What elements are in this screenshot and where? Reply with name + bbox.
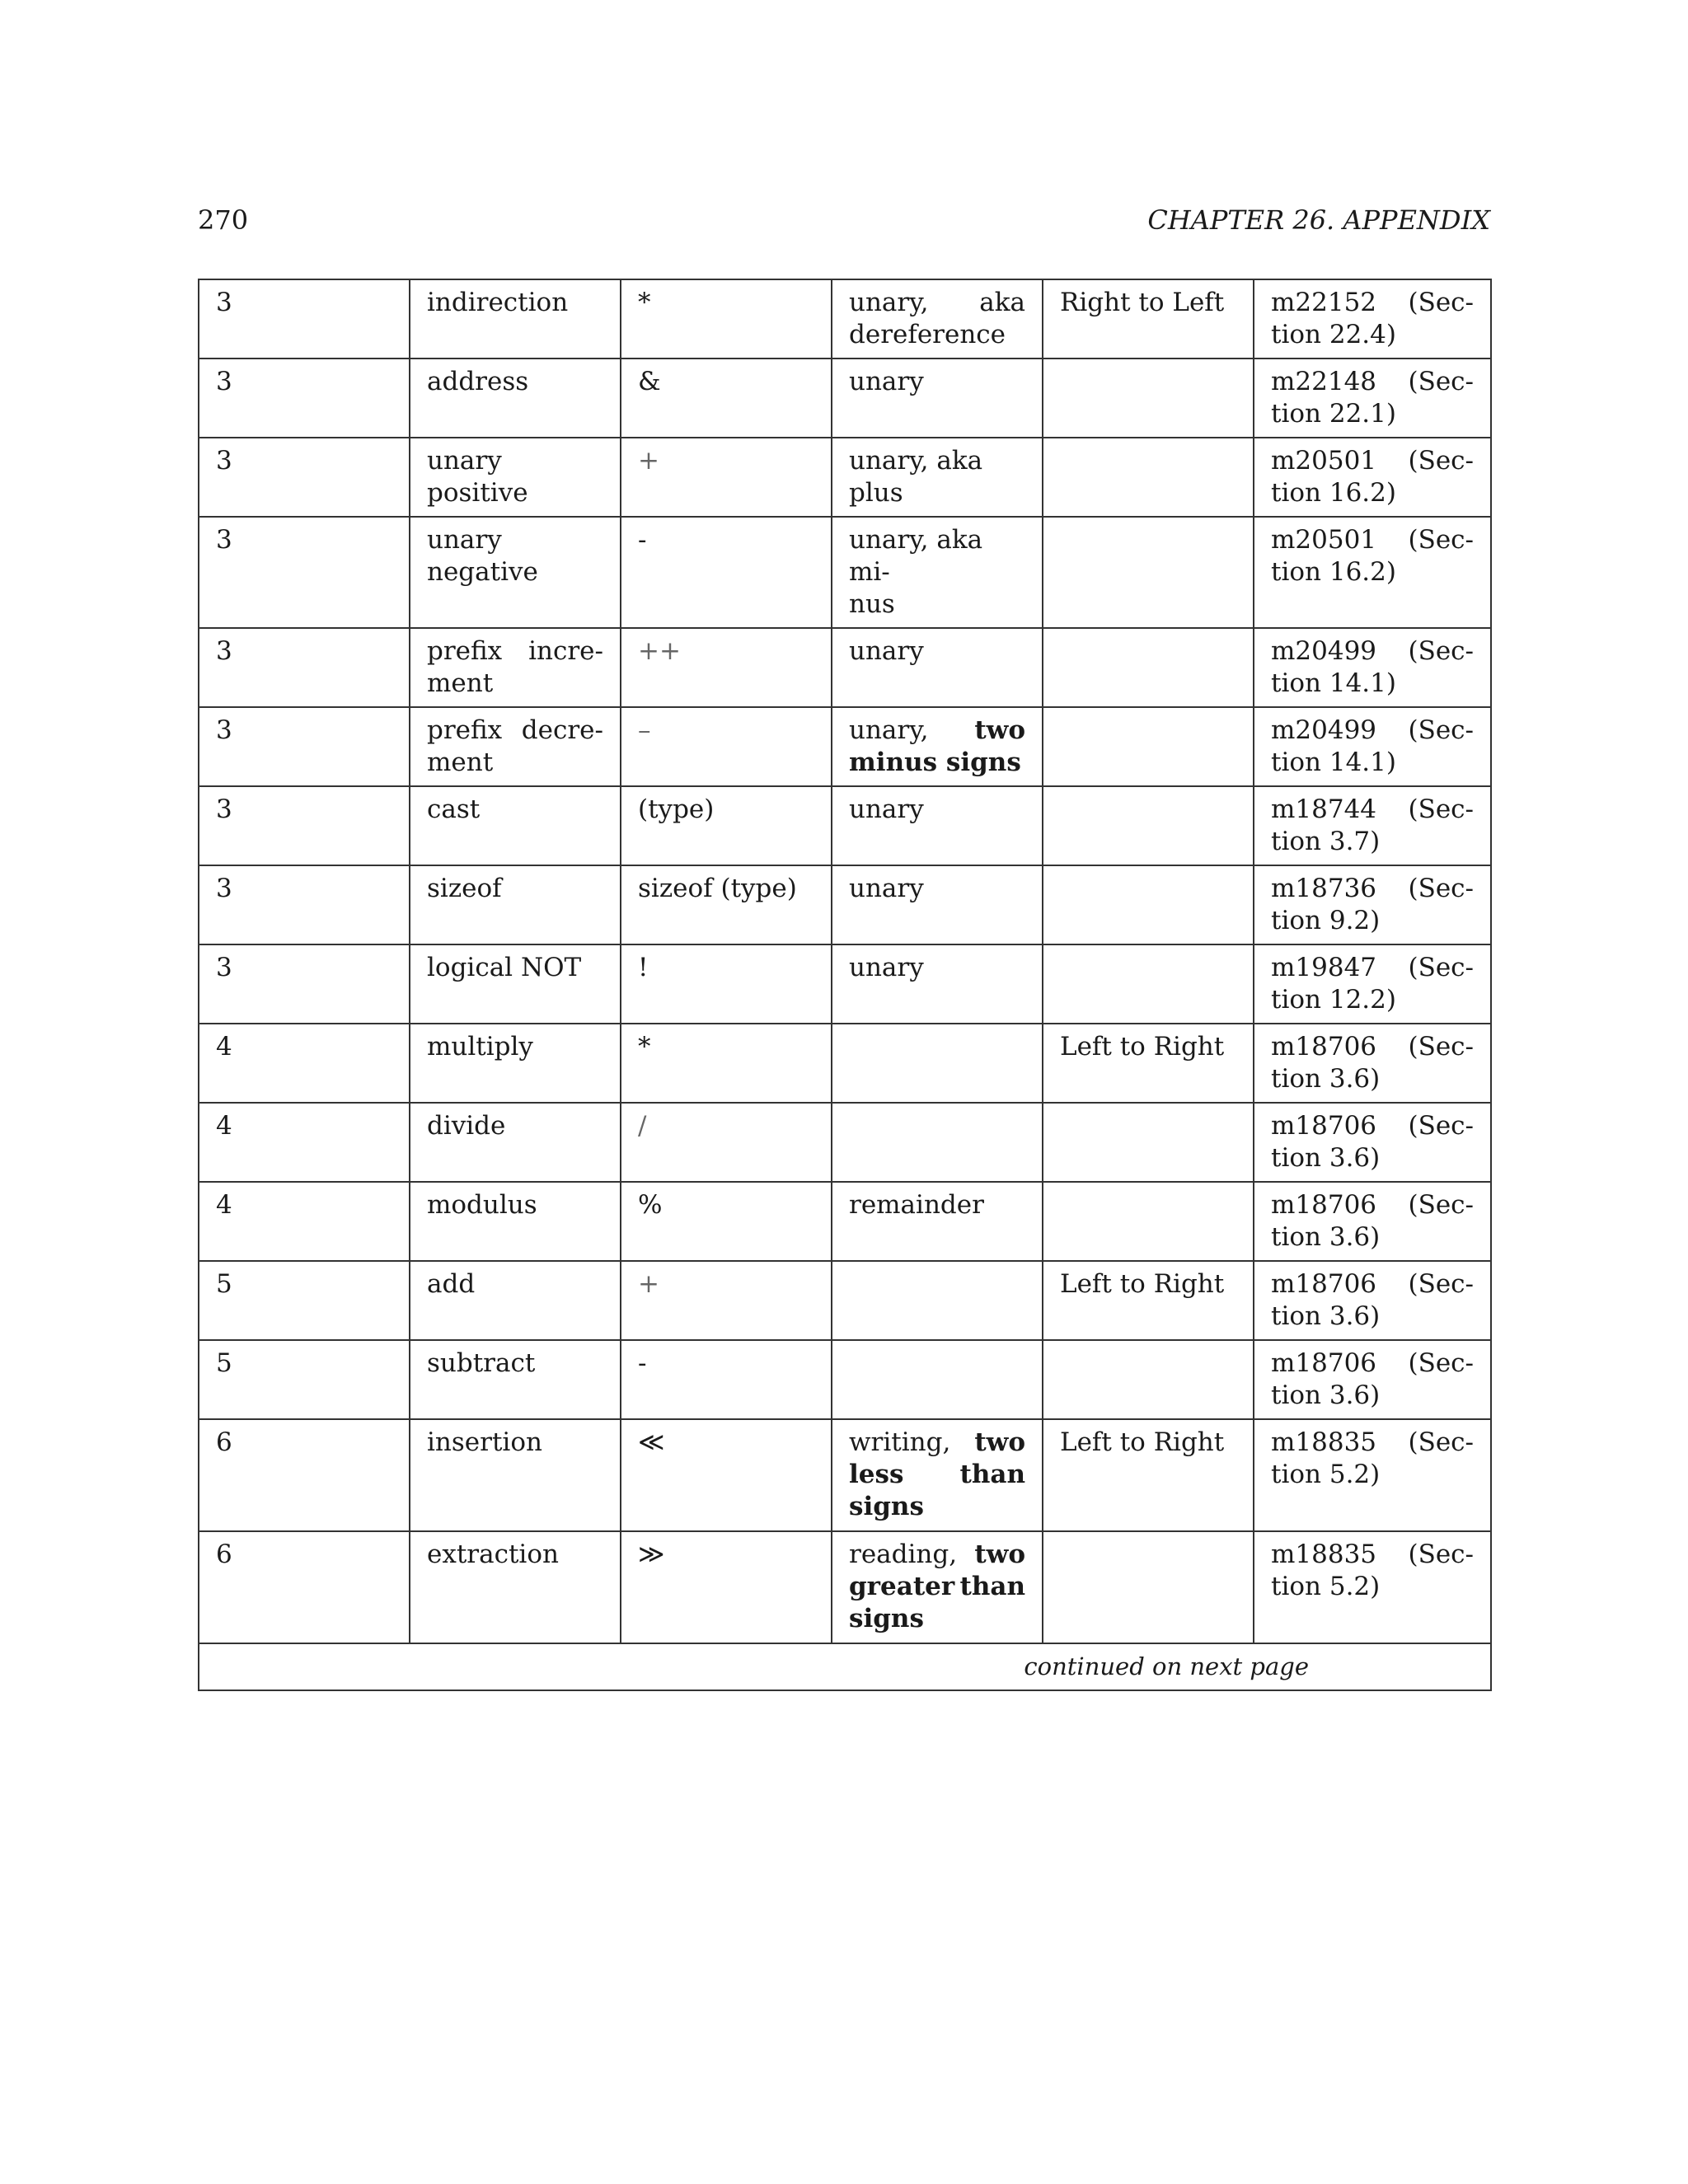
operator-name-cell: cast (410, 786, 621, 865)
table-row (199, 865, 1491, 944)
operator-name-cell: address (410, 359, 621, 438)
note-part: unary, aka mi- (849, 525, 983, 587)
ref-part: m18706 (1271, 1111, 1377, 1141)
symbol-cell: * (621, 279, 832, 359)
note-cell: remainder (832, 1182, 1043, 1261)
associativity-cell (1043, 628, 1254, 707)
note-cell (832, 1103, 1043, 1182)
note-part: reading, (849, 1540, 958, 1569)
operator-name-cell (410, 628, 621, 707)
reference-cell (1254, 438, 1491, 517)
level-cell: 3 (199, 944, 410, 1024)
note-part: than (959, 1460, 1025, 1489)
ref-part: (Sec- (1408, 1269, 1474, 1299)
ref-part: tion 3.6) (1271, 1064, 1381, 1094)
ref-part: tion 9.2) (1271, 906, 1381, 935)
note-cell: unary (832, 359, 1043, 438)
note-cell (832, 1261, 1043, 1340)
associativity-cell (1043, 1531, 1254, 1643)
note-cell: unary (832, 944, 1043, 1024)
ref-part: m18706 (1271, 1032, 1377, 1062)
ref-part: (Sec- (1408, 525, 1474, 555)
reference-cell (1254, 944, 1491, 1024)
operator-name-cell: logical NOT (410, 944, 621, 1024)
associativity-cell (1043, 944, 1254, 1024)
table-row (199, 279, 1491, 359)
chapter-title: CHAPTER 26. APPENDIX (1147, 204, 1490, 236)
operator-name-cell: indirection (410, 279, 621, 359)
name-part: decre- (521, 715, 603, 745)
symbol-cell: – (621, 707, 832, 786)
associativity-cell (1043, 707, 1254, 786)
note-part: nus (849, 589, 895, 619)
associativity-cell (1043, 1340, 1254, 1419)
name-part: ment (427, 748, 494, 777)
ref-part: m18835 (1271, 1540, 1377, 1569)
operator-name-cell (410, 707, 621, 786)
level-cell: 3 (199, 707, 410, 786)
reference-cell (1254, 1182, 1491, 1261)
ref-part: (Sec- (1408, 446, 1474, 476)
note-part: unary, (849, 715, 929, 745)
ref-part: m19847 (1271, 953, 1377, 982)
note-cell (832, 1024, 1043, 1103)
associativity-cell: Left to Right (1043, 1024, 1254, 1103)
level-cell: 3 (199, 279, 410, 359)
table-row (199, 1182, 1491, 1261)
ref-part: tion 5.2) (1271, 1572, 1381, 1601)
ref-part: m20499 (1271, 715, 1377, 745)
ref-part: m20501 (1271, 446, 1377, 476)
note-part: unary, (849, 288, 929, 317)
reference-cell (1254, 707, 1491, 786)
operator-name-cell: modulus (410, 1182, 621, 1261)
note-cell (832, 279, 1043, 359)
ref-part: (Sec- (1408, 1348, 1474, 1378)
reference-cell (1254, 1531, 1491, 1643)
level-cell: 6 (199, 1419, 410, 1531)
level-cell: 3 (199, 359, 410, 438)
level-cell: 5 (199, 1340, 410, 1419)
level-cell: 5 (199, 1261, 410, 1340)
table-row (199, 1419, 1491, 1531)
associativity-cell: Right to Left (1043, 279, 1254, 359)
associativity-cell (1043, 1182, 1254, 1261)
continued-note: continued on next page (199, 1643, 1491, 1690)
table-row (199, 1024, 1491, 1103)
page-header (198, 204, 1490, 246)
ref-part: m20499 (1271, 636, 1377, 666)
reference-cell (1254, 1419, 1491, 1531)
note-part: minus signs (849, 748, 1021, 777)
associativity-cell (1043, 359, 1254, 438)
note-cell (832, 517, 1043, 628)
ref-part: (Sec- (1408, 367, 1474, 396)
level-cell: 3 (199, 865, 410, 944)
note-part: dereference (849, 320, 1006, 349)
name-part: incre- (528, 636, 603, 666)
note-part: less (849, 1460, 904, 1489)
note-cell (832, 1419, 1043, 1531)
operator-name-cell: subtract (410, 1340, 621, 1419)
note-part: two (974, 1540, 1025, 1569)
symbol-cell: ≫ (621, 1531, 832, 1643)
table-row (199, 1340, 1491, 1419)
table-row (199, 1103, 1491, 1182)
ref-part: m18706 (1271, 1348, 1377, 1378)
symbol-cell: (type) (621, 786, 832, 865)
ref-part: m22152 (1271, 288, 1377, 317)
ref-part: tion 3.6) (1271, 1380, 1381, 1410)
symbol-cell: sizeof (type) (621, 865, 832, 944)
level-cell: 3 (199, 628, 410, 707)
ref-part: m18835 (1271, 1427, 1377, 1457)
operator-name-cell: sizeof (410, 865, 621, 944)
ref-part: (Sec- (1408, 636, 1474, 666)
note-cell: unary (832, 865, 1043, 944)
name-part: ment (427, 668, 494, 698)
table-row (199, 1261, 1491, 1340)
reference-cell (1254, 865, 1491, 944)
ref-part: tion 14.1) (1271, 748, 1396, 777)
level-cell: 6 (199, 1531, 410, 1643)
ref-part: tion 16.2) (1271, 557, 1396, 587)
ref-part: (Sec- (1408, 794, 1474, 824)
note-cell: unary, aka plus (832, 438, 1043, 517)
symbol-cell: - (621, 1340, 832, 1419)
operator-name-cell: extraction (410, 1531, 621, 1643)
table-row (199, 1531, 1491, 1643)
reference-cell (1254, 1103, 1491, 1182)
reference-cell (1254, 786, 1491, 865)
level-cell: 4 (199, 1182, 410, 1261)
reference-cell (1254, 1024, 1491, 1103)
reference-cell (1254, 359, 1491, 438)
associativity-cell (1043, 865, 1254, 944)
symbol-cell: + (621, 1261, 832, 1340)
ref-part: tion 3.6) (1271, 1222, 1381, 1252)
level-cell: 4 (199, 1024, 410, 1103)
table-row (199, 359, 1491, 438)
note-part: two (974, 1427, 1025, 1457)
symbol-cell: * (621, 1024, 832, 1103)
table-row (199, 707, 1491, 786)
table-row (199, 628, 1491, 707)
ref-part: (Sec- (1408, 1032, 1474, 1062)
table-row (199, 438, 1491, 517)
associativity-cell (1043, 517, 1254, 628)
ref-part: (Sec- (1408, 874, 1474, 903)
ref-part: tion 3.6) (1271, 1301, 1381, 1331)
reference-cell (1254, 1340, 1491, 1419)
level-cell: 3 (199, 438, 410, 517)
reference-cell (1254, 517, 1491, 628)
ref-part: m20501 (1271, 525, 1377, 555)
reference-cell (1254, 628, 1491, 707)
ref-part: (Sec- (1408, 1427, 1474, 1457)
associativity-cell (1043, 438, 1254, 517)
symbol-cell: ! (621, 944, 832, 1024)
operator-name-cell: insertion (410, 1419, 621, 1531)
note-part: aka (979, 288, 1025, 317)
note-cell: unary (832, 786, 1043, 865)
note-part: greater (849, 1572, 955, 1601)
note-cell: unary (832, 628, 1043, 707)
associativity-cell: Left to Right (1043, 1419, 1254, 1531)
ref-part: tion 22.1) (1271, 399, 1396, 429)
table-row (199, 517, 1491, 628)
operator-name-cell: multiply (410, 1024, 621, 1103)
ref-part: (Sec- (1408, 1190, 1474, 1220)
note-part: signs (849, 1604, 924, 1633)
ref-part: tion 22.4) (1271, 320, 1396, 349)
ref-part: m22148 (1271, 367, 1377, 396)
symbol-cell: / (621, 1103, 832, 1182)
associativity-cell (1043, 1103, 1254, 1182)
symbol-cell: + (621, 438, 832, 517)
operator-name-cell: unary positive (410, 438, 621, 517)
note-part: writing, (849, 1427, 951, 1457)
ref-part: m18736 (1271, 874, 1377, 903)
ref-part: tion 16.2) (1271, 478, 1396, 508)
ref-part: (Sec- (1408, 953, 1474, 982)
operator-name-cell: add (410, 1261, 621, 1340)
symbol-cell: ≪ (621, 1419, 832, 1531)
ref-part: tion 3.6) (1271, 1143, 1381, 1173)
table-row (199, 944, 1491, 1024)
note-part: two (974, 715, 1025, 745)
reference-cell (1254, 1261, 1491, 1340)
ref-part: tion 14.1) (1271, 668, 1396, 698)
ref-part: tion 3.7) (1271, 827, 1381, 856)
table-row (199, 786, 1491, 865)
level-cell: 3 (199, 786, 410, 865)
note-part: than (959, 1572, 1025, 1601)
page-number: 270 (198, 204, 249, 236)
symbol-cell: % (621, 1182, 832, 1261)
ref-part: tion 12.2) (1271, 985, 1396, 1015)
note-part: signs (849, 1492, 924, 1521)
symbol-cell: ++ (621, 628, 832, 707)
ref-part: (Sec- (1408, 1111, 1474, 1141)
ref-part: (Sec- (1408, 288, 1474, 317)
reference-cell (1254, 279, 1491, 359)
level-cell: 4 (199, 1103, 410, 1182)
ref-part: (Sec- (1408, 1540, 1474, 1569)
ref-part: m18744 (1271, 794, 1377, 824)
symbol-cell: & (621, 359, 832, 438)
ref-part: m18706 (1271, 1190, 1377, 1220)
ref-part: m18706 (1271, 1269, 1377, 1299)
associativity-cell (1043, 786, 1254, 865)
symbol-cell: - (621, 517, 832, 628)
level-cell: 3 (199, 517, 410, 628)
associativity-cell: Left to Right (1043, 1261, 1254, 1340)
continued-row (199, 1643, 1491, 1690)
note-cell (832, 1531, 1043, 1643)
ref-part: tion 5.2) (1271, 1460, 1381, 1489)
operator-name-cell: unary negative (410, 517, 621, 628)
name-part: prefix (427, 636, 503, 666)
operator-name-cell: divide (410, 1103, 621, 1182)
operator-precedence-table (198, 279, 1492, 1691)
note-cell (832, 707, 1043, 786)
name-part: prefix (427, 715, 503, 745)
note-cell (832, 1340, 1043, 1419)
ref-part: (Sec- (1408, 715, 1474, 745)
